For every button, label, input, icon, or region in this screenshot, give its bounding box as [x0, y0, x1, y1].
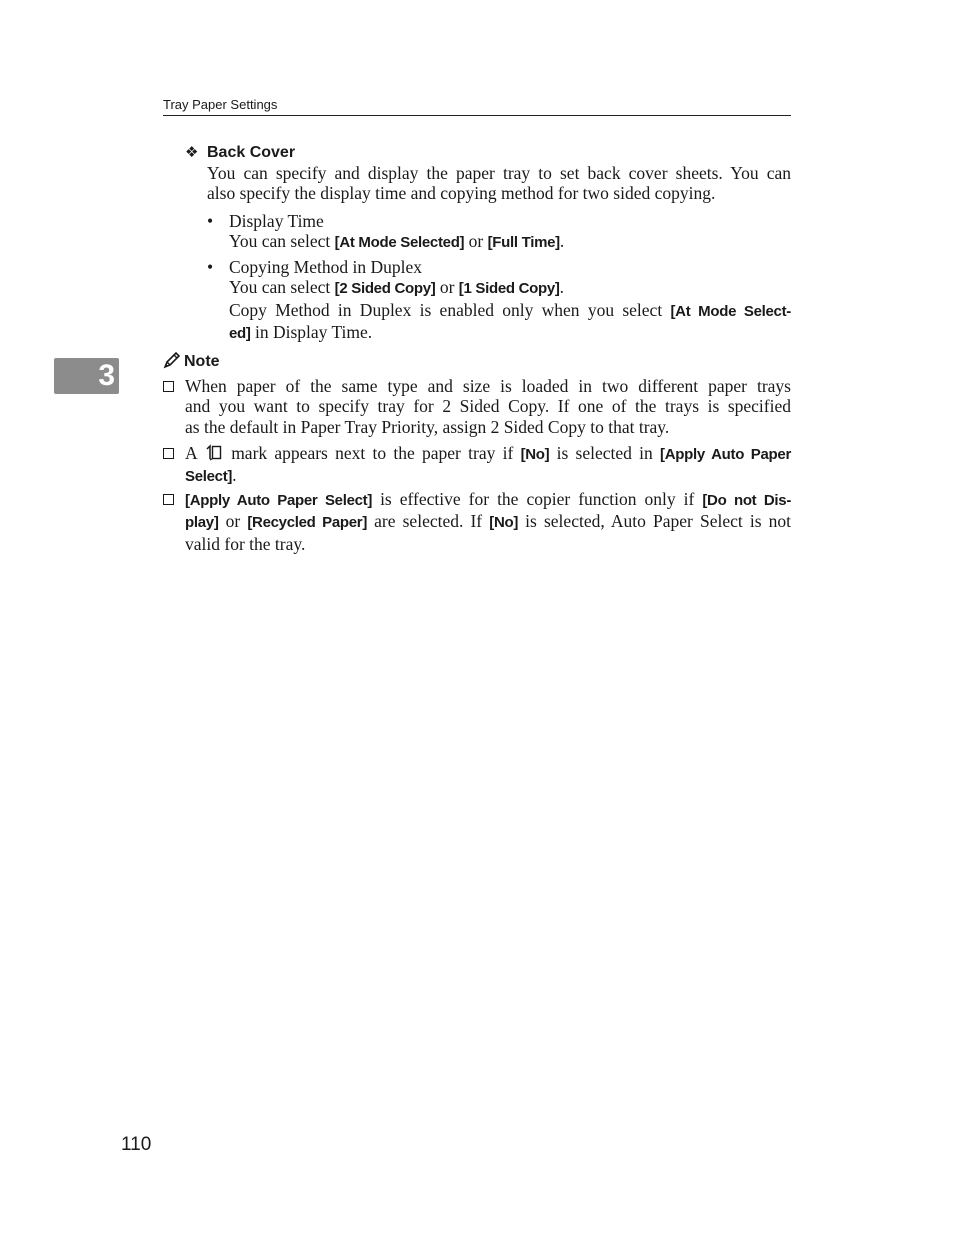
- note-title: Note: [184, 353, 220, 370]
- bullet-extra: Copy Method in Duplex is enabled only when you select [At Mode Select-: [229, 299, 791, 320]
- option-key: [Full Time]: [487, 234, 560, 252]
- section-title: Back Cover: [207, 144, 296, 161]
- bullet-options: You can select [2 Sided Copy] or [1 Sided Copy].: [229, 277, 564, 298]
- checkbox-bullet-icon: [163, 381, 174, 392]
- bullet-title: Copying Method in Duplex: [229, 257, 422, 277]
- bullet-dot-icon: •: [207, 211, 214, 231]
- pencil-icon: [163, 351, 181, 369]
- note-heading: [163, 351, 220, 373]
- chapter-number: 3: [98, 359, 115, 392]
- bullet-display-time: [207, 211, 791, 253]
- option-key: [No]: [489, 514, 519, 532]
- note-item: [Apply Auto Paper Select] is effective for the copier function only if [Do not Dis- play] or [Recycled Paper] are selected. If [No] is selected, Auto Paper Select is not valid for the tray.: [163, 489, 791, 551]
- option-key: [1 Sided Copy]: [458, 280, 560, 298]
- duplex-paper-mark-icon: [206, 444, 222, 461]
- option-key: [Apply Auto Paper Select]: [185, 492, 373, 509]
- option-key: play]: [185, 514, 219, 532]
- option-key: [No]: [520, 446, 550, 463]
- note-item: When paper of the same type and size is loaded in two different paper trays and you want to specify tray for 2 Sided Copy. If one of the trays is specified as the default in Paper Tray Priority, assign 2 Sided Copy to that tray.: [163, 376, 791, 438]
- bullet-title: Display Time: [229, 211, 324, 231]
- checkbox-bullet-icon: [163, 494, 174, 505]
- diamond-bullet-icon: ❖: [185, 144, 199, 161]
- section-heading: [185, 143, 295, 163]
- option-key: [Do not Dis-: [702, 492, 792, 509]
- option-key: Select]: [185, 468, 233, 486]
- option-key: [2 Sided Copy]: [334, 280, 436, 298]
- bullet-copying-method: • Copying Method in Duplex You can select [2 Sided Copy] or [1 Sided Copy]. Copy Method in Duplex is enabled only when you select [At Mode Select- ed] in Display Time.: [207, 257, 791, 342]
- option-key: ed]: [229, 324, 251, 342]
- bullet-dot-icon: •: [207, 257, 214, 277]
- option-key: [At Mode Select-: [670, 302, 791, 320]
- section-intro: You can specify and display the paper tray to set back cover sheets. You can also specify the display time and copying method for two sided copying.: [207, 163, 791, 204]
- option-key: [At Mode Selected]: [334, 234, 465, 252]
- page-number: 110: [121, 1134, 152, 1155]
- checkbox-bullet-icon: [163, 448, 174, 459]
- bullet-options: You can select [At Mode Selected] or [Full Time].: [229, 231, 565, 252]
- option-key: [Recycled Paper]: [247, 514, 368, 532]
- running-header: Tray Paper Settings: [163, 96, 791, 116]
- note-item: A mark appears next to the paper tray if [No] is selected in [Apply Auto Paper Select].: [163, 443, 791, 485]
- chapter-tab: [54, 358, 119, 394]
- option-key: [Apply Auto Paper: [660, 446, 791, 463]
